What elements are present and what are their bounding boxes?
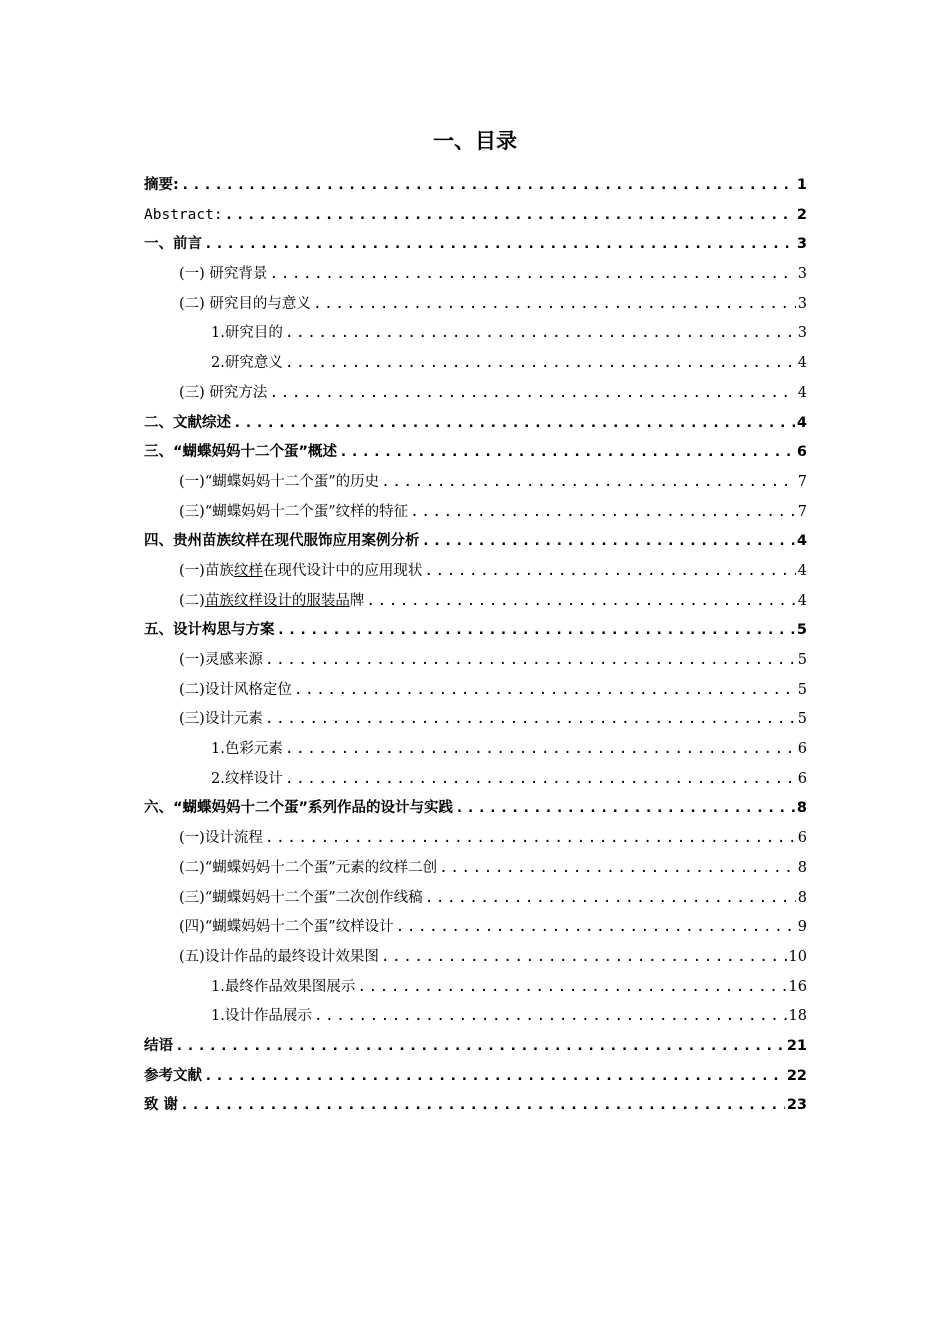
toc-page-number: 8 <box>796 800 807 817</box>
toc-entry-label: 2.研究意义 <box>211 355 283 372</box>
dot-leader <box>424 557 795 587</box>
toc-page-number: 6 <box>796 444 807 461</box>
toc-page-number: 1 <box>796 177 807 193</box>
toc-entry-final-renderings[interactable] <box>144 943 807 973</box>
dot-leader <box>410 498 796 528</box>
toc-entry-label: (三)设计元素 <box>179 711 263 728</box>
dot-leader <box>285 349 796 379</box>
toc-entry-label: (三) 研究方法 <box>179 384 268 401</box>
dot-leader <box>285 735 796 765</box>
toc-entry-label: 1.研究目的 <box>211 325 283 342</box>
toc-entry-pattern-design[interactable] <box>144 765 807 795</box>
toc-page-number: 7 <box>797 503 807 520</box>
dot-leader <box>180 1091 785 1121</box>
toc-entry-label: (二) 研究目的与意义 <box>179 295 311 312</box>
dot-leader <box>277 616 795 646</box>
toc-page-number: 5 <box>796 622 807 639</box>
toc-page-number: 21 <box>786 1037 807 1054</box>
toc-entry-research-background[interactable] <box>144 260 807 290</box>
toc-page-number: 4 <box>797 355 807 372</box>
toc-entry-pattern-recreation[interactable] <box>144 854 807 884</box>
dot-leader <box>265 646 796 676</box>
label-underlined: 苗族纹样设计的服装品 <box>204 592 350 609</box>
toc-entry-label <box>179 557 422 587</box>
toc-entry-label: (一)“蝴蝶妈妈十二个蛋”的历史 <box>179 473 380 490</box>
toc-page-number: 5 <box>797 711 807 728</box>
dot-leader <box>204 230 795 260</box>
toc-entry-label: (二)设计风格定位 <box>179 681 292 698</box>
dot-leader <box>265 824 796 854</box>
toc-entry-design-process[interactable] <box>144 824 807 854</box>
toc-entry-clothing-brands[interactable] <box>144 587 807 617</box>
dot-leader <box>396 913 796 943</box>
toc-page-number: 6 <box>797 741 807 758</box>
toc-page-number: 3 <box>796 236 807 253</box>
toc-entry-history[interactable] <box>144 468 807 498</box>
toc-entry-design-elements[interactable] <box>144 705 807 735</box>
toc-page-number: 4 <box>796 533 807 550</box>
toc-entry-style-positioning[interactable] <box>144 676 807 706</box>
toc-page-number: 3 <box>797 266 807 283</box>
toc-page-number: 6 <box>797 830 807 847</box>
toc-entry-label: 一、前言 <box>144 236 202 253</box>
dot-leader <box>233 409 795 439</box>
toc-entry-research-purpose-significance[interactable] <box>144 290 807 320</box>
toc-entry-label: 1.色彩元素 <box>211 741 283 758</box>
toc-entry-label <box>179 587 364 617</box>
toc-entry-series-design-practice[interactable] <box>144 794 807 824</box>
toc-entry-literature-review[interactable] <box>144 409 807 439</box>
toc-entry-research-significance[interactable] <box>144 349 807 379</box>
toc-page-number: 3 <box>797 325 807 342</box>
toc-entry-research-purpose[interactable] <box>144 319 807 349</box>
toc-entry-conclusion[interactable] <box>144 1032 807 1062</box>
label-underlined: 纹样 <box>233 562 263 579</box>
dot-leader <box>313 290 796 320</box>
dot-leader <box>455 794 795 824</box>
toc-page-number: 18 <box>788 1008 807 1025</box>
dot-leader <box>294 676 796 706</box>
toc-entry-label: 六、“蝴蝶妈妈十二个蛋”系列作品的设计与实践 <box>144 800 454 817</box>
toc-entry-label: (二)“蝴蝶妈妈十二个蛋”元素的纹样二创 <box>179 859 438 876</box>
label-prefix: (一)苗族 <box>179 562 234 579</box>
dot-leader <box>285 765 796 795</box>
toc-entry-label: 五、设计构思与方案 <box>144 622 275 639</box>
dot-leader <box>339 438 795 468</box>
toc-page-number: 4 <box>797 562 807 579</box>
table-of-contents <box>144 171 807 1121</box>
toc-entry-abstract-en[interactable] <box>144 201 807 231</box>
toc-entry-abstract-cn[interactable] <box>144 171 807 201</box>
toc-entry-color-elements[interactable] <box>144 735 807 765</box>
toc-entry-label: 1.最终作品效果图展示 <box>211 978 356 995</box>
toc-page-number: 10 <box>788 948 807 965</box>
dot-leader <box>439 854 796 884</box>
toc-entry-overview[interactable] <box>144 438 807 468</box>
toc-entry-references[interactable] <box>144 1062 807 1092</box>
toc-page-number: 4 <box>797 384 807 401</box>
toc-entry-label: (三)“蝴蝶妈妈十二个蛋”纹样的特征 <box>179 503 409 520</box>
label-suffix: 在现代设计中的应用现状 <box>262 562 423 579</box>
toc-entry-research-method[interactable] <box>144 379 807 409</box>
dot-leader <box>175 1032 785 1062</box>
toc-entry-label: (一)设计流程 <box>179 830 263 847</box>
toc-page-number: 23 <box>786 1097 807 1114</box>
dot-leader <box>357 973 786 1003</box>
toc-page-number: 4 <box>796 414 807 431</box>
toc-entry-label: 结语 <box>144 1037 173 1054</box>
toc-page-number: 9 <box>797 919 807 936</box>
toc-entry-label: 四、贵州苗族纹样在现代服饰应用案例分析 <box>144 533 420 550</box>
toc-page-number: 5 <box>797 652 807 668</box>
dot-leader <box>269 260 795 290</box>
dot-leader <box>314 1002 787 1032</box>
toc-entry-label: Abstract: <box>144 206 223 223</box>
dot-leader <box>422 527 795 557</box>
toc-page-number: 6 <box>797 770 807 787</box>
dot-leader <box>265 705 796 735</box>
label-prefix: (二) <box>179 592 205 609</box>
toc-page-number: 4 <box>797 592 807 609</box>
toc-page-number: 22 <box>786 1067 807 1084</box>
toc-entry-application-status[interactable] <box>144 557 807 587</box>
toc-entry-preface[interactable] <box>144 230 807 260</box>
dot-leader <box>366 587 795 617</box>
toc-page-number: 8 <box>797 889 807 906</box>
dot-leader <box>204 1062 785 1092</box>
toc-page-number: 7 <box>797 473 807 490</box>
toc-entry-label: (一) 研究背景 <box>179 266 268 283</box>
toc-entry-case-analysis[interactable] <box>144 527 807 557</box>
toc-entry-design-concept[interactable] <box>144 616 807 646</box>
toc-entry-line-drafts[interactable] <box>144 884 807 914</box>
toc-entry-inspiration[interactable] <box>144 646 807 676</box>
dot-leader <box>425 884 796 914</box>
label-suffix: 牌 <box>349 592 365 609</box>
toc-page-number: 16 <box>788 978 807 995</box>
toc-entry-final-renderings-display[interactable] <box>144 973 807 1003</box>
toc-entry-label: 三、“蝴蝶妈妈十二个蛋”概述 <box>144 444 338 461</box>
toc-entry-label: (一)灵感来源 <box>179 652 263 668</box>
toc-entry-pattern-features[interactable] <box>144 498 807 528</box>
page-title: 一、目录 <box>433 129 517 153</box>
toc-entry-label: 摘要: <box>144 177 179 193</box>
toc-page-number: 5 <box>797 681 807 698</box>
toc-entry-label: 致 谢 <box>144 1097 179 1114</box>
toc-entry-label: 1.设计作品展示 <box>211 1008 312 1025</box>
dot-leader <box>269 379 795 409</box>
dot-leader <box>285 319 796 349</box>
toc-entry-label: 2.纹样设计 <box>211 770 283 787</box>
toc-entry-works-display[interactable] <box>144 1002 807 1032</box>
toc-entry-series-pattern-design[interactable] <box>144 913 807 943</box>
toc-page-number: 2 <box>796 206 807 223</box>
toc-page-number: 8 <box>797 859 807 876</box>
toc-entry-label: (四)“蝴蝶妈妈十二个蛋”纹样设计 <box>179 919 394 936</box>
toc-page-number: 3 <box>797 295 807 312</box>
toc-entry-label: 二、文献综述 <box>144 414 231 431</box>
toc-entry-label: (五)设计作品的最终设计效果图 <box>179 948 379 965</box>
toc-entry-label: (三)“蝴蝶妈妈十二个蛋”二次创作线稿 <box>179 889 423 906</box>
dot-leader <box>381 468 796 498</box>
toc-entry-acknowledgements[interactable] <box>144 1091 807 1121</box>
dot-leader <box>225 201 795 231</box>
toc-entry-label: 参考文献 <box>144 1067 202 1084</box>
dot-leader <box>381 943 787 973</box>
dot-leader <box>181 171 795 201</box>
